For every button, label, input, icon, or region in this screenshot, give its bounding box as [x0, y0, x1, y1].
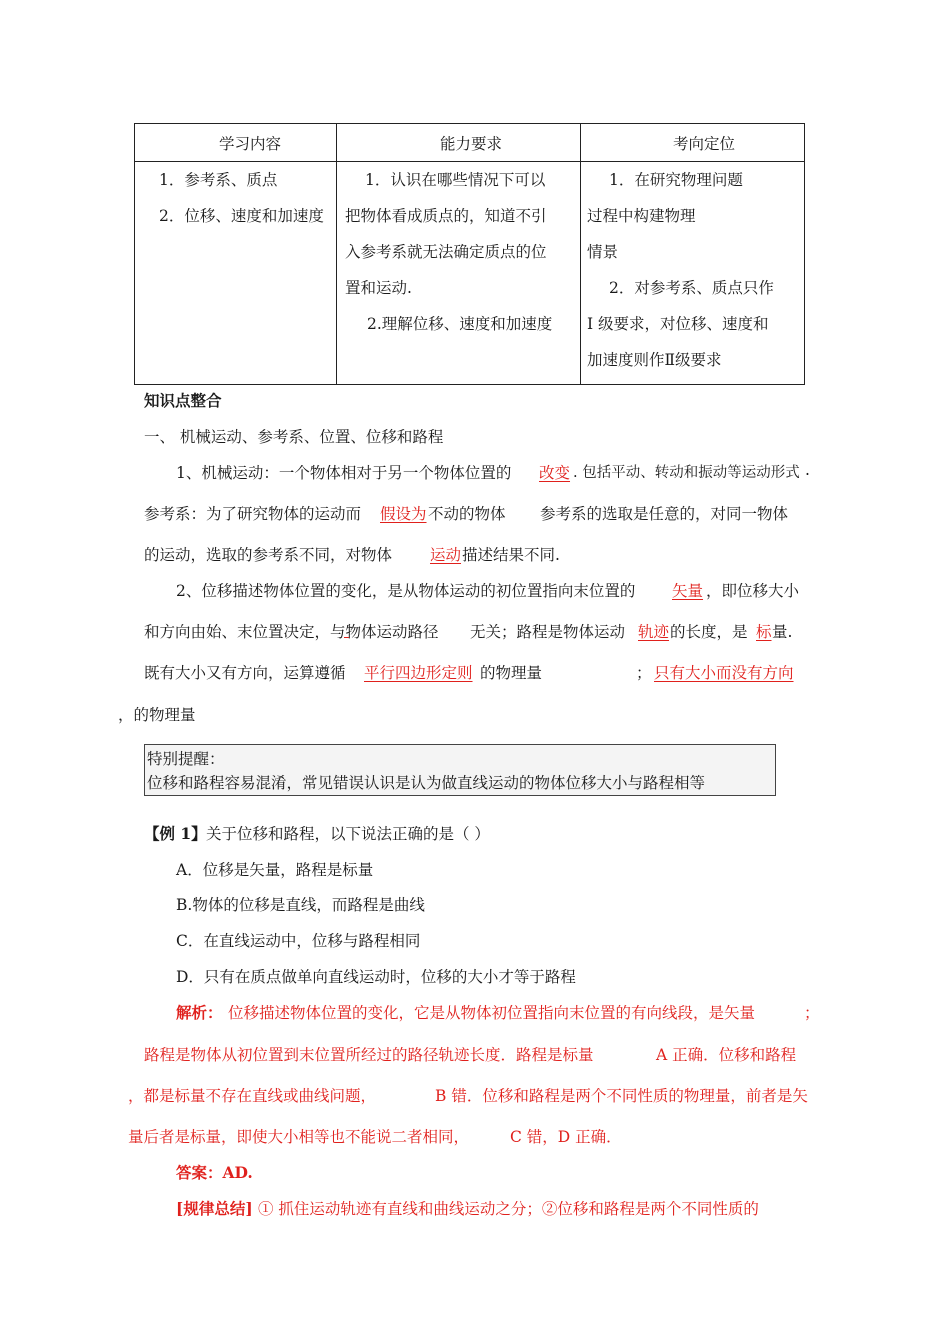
course-table [134, 123, 805, 385]
paragraph-text: 不动的物体 [428, 505, 506, 523]
table-cell: 1．认识在哪些情况下可以 [365, 171, 546, 189]
answer-fill: 只有大小而没有方向 [654, 664, 794, 682]
table-cell: 过程中构建物理 [587, 207, 696, 225]
answer-fill: 改变 [539, 464, 571, 482]
summary-label: [规律总结] [176, 1199, 253, 1218]
paragraph-text: 参考系的选取是任意的，对同一物体 [540, 505, 789, 523]
paragraph-text: ，即位移大小 [706, 582, 800, 600]
paragraph-text: . 包括平动、转动和振动等运动形式 [573, 465, 800, 481]
paragraph-text: . [805, 461, 810, 479]
example-option: A．位移是矢量，路程是标量 [176, 861, 374, 879]
answer-fill: 矢量 [672, 582, 704, 600]
paragraph-text: ； [636, 664, 652, 682]
example-option: C．在直线运动中，位移与路程相同 [176, 932, 421, 950]
table-cell: 情景 [587, 243, 619, 261]
section-title: 知识点整合 [144, 391, 222, 410]
table-divider [580, 124, 581, 384]
table-cell: 2．位移、速度和加速度 [159, 207, 324, 225]
analysis-text: 路程是物体从初位置到末位置所经过的路径轨迹长度．路程是标量 [144, 1046, 594, 1064]
paragraph-text: 参考系：为了研究物体的运动而 [144, 505, 362, 523]
table-header: 能力要求 [440, 135, 503, 153]
paragraph-text: 量. [772, 623, 793, 641]
table-header: 考向定位 [673, 135, 736, 153]
tip-body: 位移和路程容易混淆，常见错误认识是认为做直线运动的物体位移大小与路程相等 [147, 774, 706, 792]
analysis-text: C 错，D 正确． [510, 1128, 622, 1146]
table-cell: 2．对参考系、质点只作 [609, 279, 774, 297]
table-cell: Ⅰ 级要求，对位移、速度和 [587, 315, 769, 333]
paragraph-text: 无关；路程是物体运动 [470, 623, 626, 641]
table-cell: 2.理解位移、速度和加速度 [367, 315, 553, 333]
answer-fill-blank [344, 620, 468, 638]
paragraph-text: ，的物理量 [118, 706, 196, 724]
analysis-label: 解析： [176, 1003, 223, 1022]
paragraph-text: 的物理量 [480, 664, 543, 682]
example-question: 关于位移和路程，以下说法正确的是（ ） [206, 825, 490, 843]
table-cell: 加速度则作Ⅱ级要求 [587, 351, 722, 369]
table-divider [135, 161, 804, 162]
answer-text: 答案：AD. [176, 1163, 253, 1182]
tip-title: 特别提醒： [147, 750, 225, 768]
table-cell: 置和运动. [345, 279, 412, 297]
answer-fill: 标 [756, 623, 772, 641]
section-heading: 一、 机械运动、参考系、位置、位移和路程 [144, 428, 444, 446]
analysis-text: ，都是标量不存在直线或曲线问题， [128, 1087, 377, 1105]
table-cell: 1．参考系、质点 [159, 171, 278, 189]
example-option: B.物体的位移是直线，而路程是曲线 [176, 896, 425, 914]
analysis-text: 量后者是标量，即使大小相等也不能说二者相同， [128, 1128, 470, 1146]
paragraph-text: 1、机械运动：一个物体相对于另一个物体位置的 [176, 464, 512, 482]
example-label: 【例 1】 [144, 824, 207, 843]
answer-fill: 假设为 [380, 505, 427, 523]
answer-fill: 平行四边形定则 [364, 664, 473, 682]
answer-fill: 轨迹 [638, 623, 670, 641]
paragraph-text: 的运动，选取的参考系不同，对物体 [144, 546, 393, 564]
analysis-text: B 错．位移和路程是两个不同性质的物理量，前者是矢 [435, 1087, 808, 1105]
table-cell: 1．在研究物理问题 [609, 171, 743, 189]
answer-fill: 运动 [430, 546, 462, 564]
paragraph-text: 2、位移描述物体位置的变化，是从物体运动的初位置指向末位置的 [176, 582, 636, 600]
summary-text: ① 抓住运动轨迹有直线和曲线运动之分；②位移和路程是两个不同性质的 [258, 1200, 759, 1218]
table-cell: 入参考系就无法确定质点的位 [345, 243, 547, 261]
paragraph-text: 描述结果不同. [462, 546, 560, 564]
table-header: 学习内容 [219, 135, 282, 153]
table-cell: 把物体看成质点的，知道不引 [345, 207, 547, 225]
analysis-text: ； [804, 1004, 820, 1022]
analysis-text: A 正确．位移和路程 [656, 1046, 797, 1064]
paragraph-text: 和方向由始、末位置决定，与物体运动路径 [144, 623, 439, 641]
example-option: D．只有在质点做单向直线运动时，位移的大小才等于路程 [176, 968, 576, 986]
table-divider [336, 124, 337, 384]
tip-box [144, 744, 776, 796]
paragraph-text: 既有大小又有方向，运算遵循 [144, 664, 346, 682]
analysis-text: 位移描述物体位置的变化，它是从物体初位置指向末位置的有向线段，是矢量 [228, 1004, 756, 1022]
paragraph-text: 的长度，是 [670, 623, 748, 641]
